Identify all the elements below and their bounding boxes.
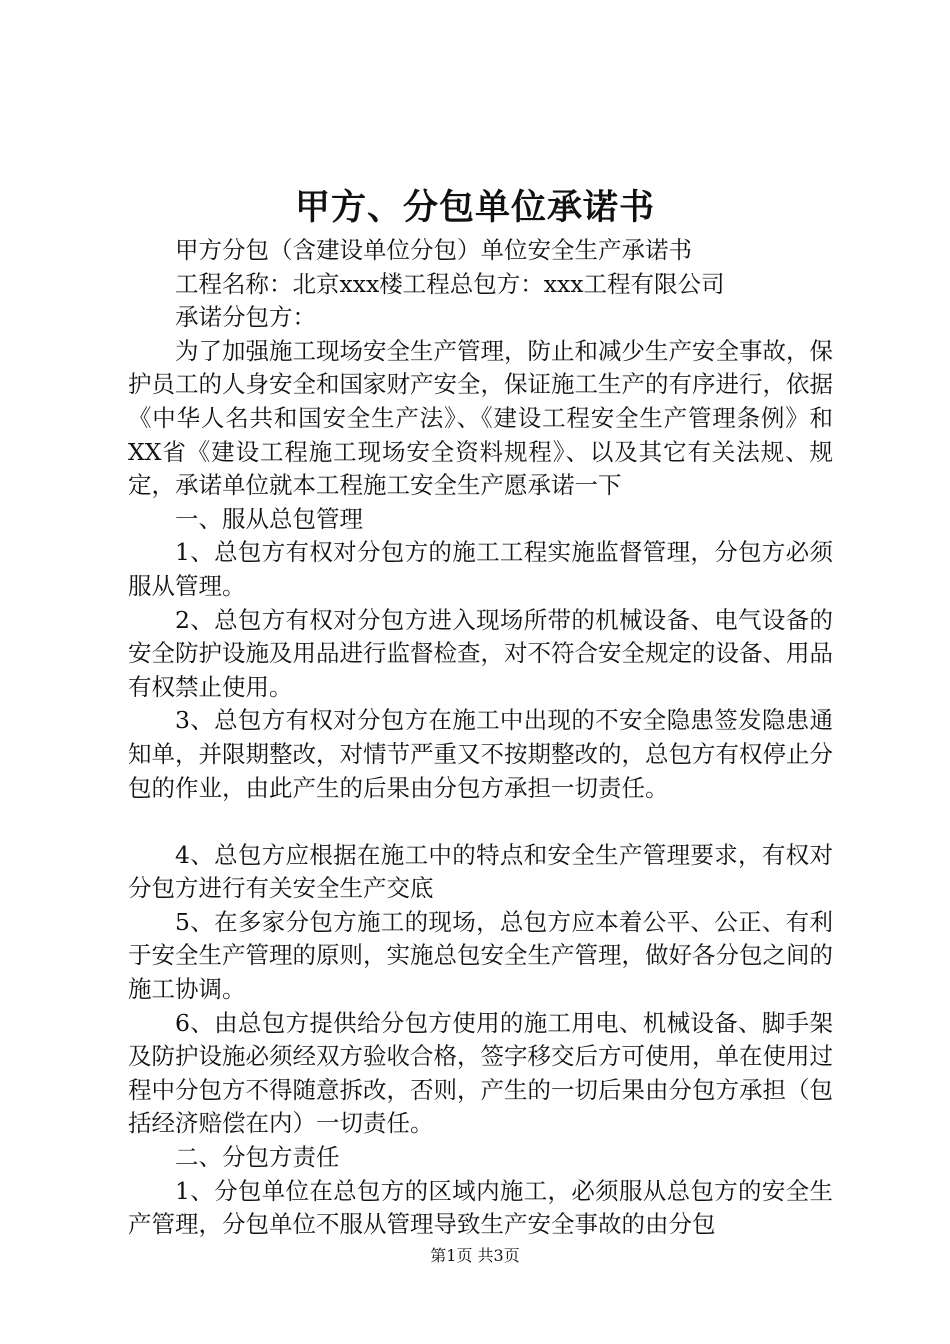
clause-1-2: 2、总包方有权对分包方进入现场所带的机械设备、电气设备的安全防护设施及用品进行监督检查，对不符合安全规定的设备、用品有权禁止使用。 [128, 605, 833, 701]
clause-2-1: 1、分包单位在总包方的区域内施工，必须服从总包方的安全生产管理，分包单位不服从管理导致生产安全事故的由分包 [128, 1176, 833, 1239]
subtitle-line: 甲方分包（含建设单位分包）单位安全生产承诺书 [175, 236, 692, 264]
document-body [128, 234, 833, 1242]
clause-1-3: 3、总包方有权对分包方在施工中出现的不安全隐患签发隐患通知单，并限期整改，对情节严重又不按期整改的，总包方有权停止分包的作业，由此产生的后果由分包方承担一切责任。 [128, 706, 833, 802]
clause-1-1: 1、总包方有权对分包方的施工工程实施监督管理，分包方必须服从管理。 [128, 538, 833, 600]
clause-1-5: 5、在多家分包方施工的现场，总包方应本着公平、公正、有利于安全生产管理的原则，实施总包安全生产管理，做好各分包之间的施工协调。 [128, 907, 833, 1004]
page-number: 第1页 共3页 [430, 1246, 520, 1265]
clause-1-6: 6、由总包方提供给分包方使用的施工用电、机械设备、脚手架及防护设施必须经双方验收合格，签字移交后方可使用，单在使用过程中分包方不得随意拆改，否则，产生的一切后果由分包方承担（包括经济赔偿在内）一切责任。 [128, 1008, 833, 1138]
project-name-line: 工程名称：北京xxx楼工程总包方：xxx工程有限公司 [175, 269, 725, 298]
section-heading-1: 一、服从总包管理 [175, 504, 363, 533]
paragraph-gap [128, 805, 833, 839]
section-heading-2: 二、分包方责任 [175, 1143, 340, 1172]
intro-paragraph: 为了加强施工现场安全生产管理，防止和减少生产安全事故，保护员工的人身安全和国家财产安全，保证施工生产的有序进行，依据《中华人名共和国安全生产法》、《建设工程安全生产管理条例》和XX省《建设工程施工现场安全资料规程》、以及其它有关法规、规定，承诺单位就本工程施工安全生产愿承诺一下 [128, 336, 833, 500]
clause-1-4: 4、总包方应根据在施工中的特点和安全生产管理要求，有权对分包方进行有关安全生产交底 [128, 840, 833, 903]
document-title: 甲方、分包单位承诺书 [294, 187, 655, 228]
subcontractor-line: 承诺分包方： [175, 303, 316, 332]
